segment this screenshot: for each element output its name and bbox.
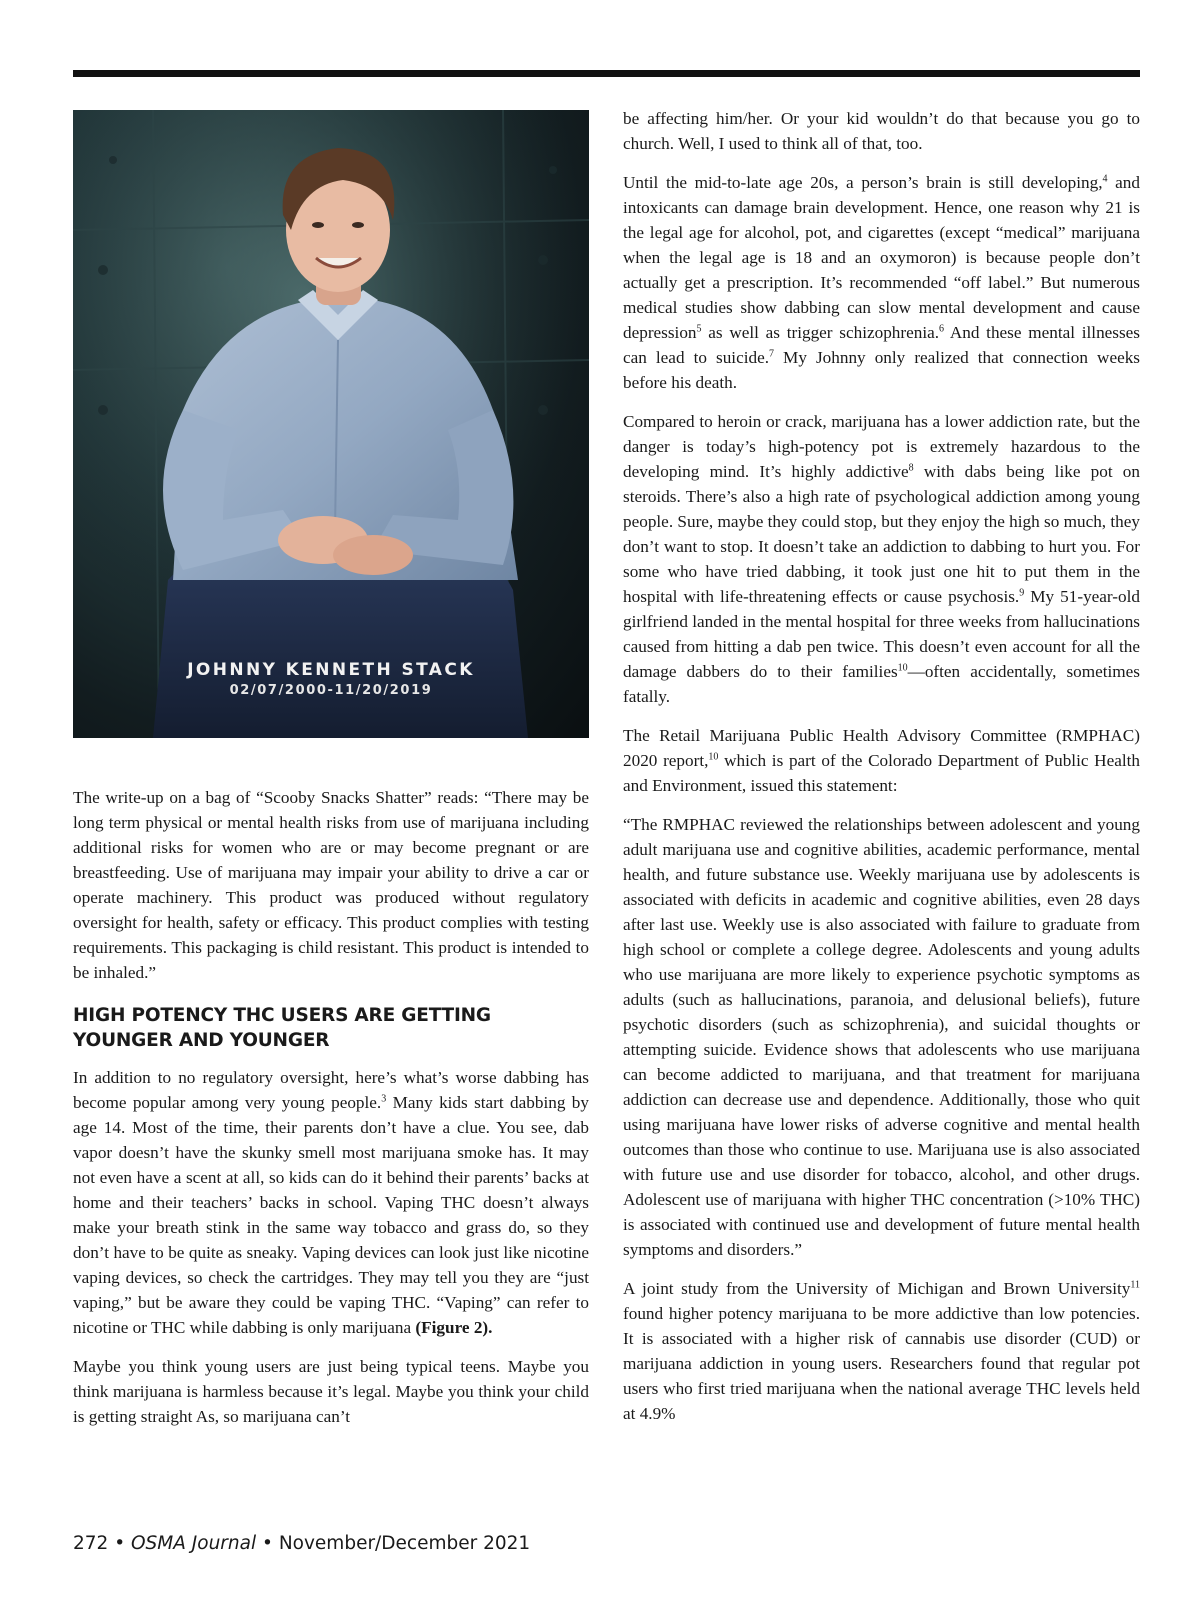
paragraph-product-warning: The write-up on a bag of “Scooby Snacks Shatter” reads: “There may be long term physical or mental health risks from use of marijuana including additional risks for women who are or may become pregnant or are breastfeeding. Use of marijuana may impair your ability to drive a car or operate machinery. This product was produced without regulatory oversight for health, safety or efficacy. This product complies with testing requirements. This packaging is child resistant. This product is intended to be inhaled.” [73, 788, 589, 982]
footnote-ref: 11 [1130, 1279, 1140, 1291]
section-heading: HIGH POTENCY THC USERS ARE GETTING YOUNGER AND YOUNGER [73, 1005, 491, 1051]
text-span: My Johnny only realized that connection weeks before his death. [623, 348, 1140, 392]
paragraph-young-users [73, 1065, 589, 1340]
text-span: as well as trigger schizophrenia. [701, 323, 940, 342]
paragraph-rmphac-intro [623, 723, 1140, 798]
text-span: And these mental illnesses can lead to suicide. [623, 323, 1140, 367]
paragraph-joint-study [623, 1276, 1140, 1426]
issue-date: November/December 2021 [278, 1533, 531, 1554]
text-span: The Retail Marijuana Public Health Advisory Committee (RMPHAC) 2020 report, [623, 726, 1140, 770]
photo-caption-dates: 02/07/2000-11/20/2019 [229, 683, 433, 698]
text-span: Until the mid-to-late age 20s, a person’s brain is still developing, [623, 173, 1103, 192]
paragraph-continuation: be affecting him/her. Or your kid wouldn’t do that because you go to church. Well, I used to think all of that, too. [623, 109, 1140, 153]
page-number: 272 [73, 1533, 109, 1554]
text-span: —often accidentally, sometimes fatally. [623, 662, 1140, 706]
left-column [73, 785, 589, 1443]
footnote-ref: 10 [897, 662, 908, 674]
paragraph-rmphac-quote: “The RMPHAC reviewed the relationships between adolescent and young adult marijuana use and cognitive abilities, academic performance, mental health, and future substance use. Weekly marijuana use by adolescents is associated with deficits in academic and cognitive abilities, even 28 days after last use. Weekly use is also associated with failure to graduate from high school or complete a college degree. Adolescents and young adults who use marijuana are more likely to experience psychotic symptoms as adults (such as hallucinations, paranoia, and delusional beliefs), future psychotic disorders (such as schizophrenia), and suicidal thoughts or attempting suicide. Evidence shows that adolescents who use marijuana can become addicted to marijuana, and that treatment for marijuana addiction can decrease use and dependence. Additionally, those who quit using marijuana have lower risks of adverse cognitive and mental health outcomes than those who continue to use. Marijuana use is also associated with future use and use disorder for tobacco, alcohol, and other drugs. Adolescent use of marijuana with higher THC concentration (>10% THC) is associated with continued use and development of future mental health symptoms and disorders.” [623, 815, 1140, 1259]
footnote-ref: 7 [769, 348, 774, 360]
text-span: with dabs being like pot on steroids. There’s also a high rate of psychological addiction among young people. Sure, maybe they could stop, but they enjoy the high so much, they don’t want to stop. It doesn’t take an addiction to dabbing to hurt you. For some who have tried dabbing, it took just one hit to put them in the hospital with life-threatening effects or cause psychosis. [623, 462, 1140, 606]
footnote-ref: 3 [381, 1093, 387, 1105]
text-span: My 51-year-old girlfriend landed in the mental hospital for three weeks from hallucinations caused from hitting a dab pen twice. This doesn’t even account for all the damage dabbers do to their families [623, 587, 1140, 681]
text-span: Many kids start dabbing by age 14. Most of the time, their parents don’t have a clue. You see, dab vapor doesn’t have the skunky smell most marijuana smoke has. It may not even have a scent at all, so kids can do it behind their parents’ backs at home and their teachers’ backs in school. Vaping THC doesn’t always make your breath stink in the same way tobacco and grass do, so they don’t have to be quite as sneaky. Vaping devices can look just like nicotine vaping devices, so check the cartridges. They may tell you they are “just vaping,” but be aware they could be vaping THC. “Vaping” can refer to nicotine or THC while dabbing is only marijuana [73, 1093, 589, 1337]
text-span: In addition to no regulatory oversight, here’s what’s worse dabbing has become popular among very young people. [73, 1068, 589, 1112]
portrait-illustration [73, 110, 589, 738]
top-rule [73, 70, 1140, 77]
text-span: and intoxicants can damage brain development. Hence, one reason why 21 is the legal age for alcohol, pot, and cigarettes (except “medical” marijuana when the legal age is 18 and an oxymoron) is because people don’t actually get a prescription. It’s recommended “off label.” But numerous medical studies show dabbing can slow mental development and cause depression [623, 173, 1140, 342]
journal-name: OSMA Journal [131, 1533, 257, 1554]
text-span: A joint study from the University of Michigan and Brown University [623, 1279, 1131, 1298]
figure-reference: (Figure 2). [415, 1318, 493, 1337]
text-span: found higher potency marijuana to be more addictive than low potencies. It is associated with a higher risk of cannabis use disorder (CUD) or marijuana addiction in young users. Researchers found that regular pot users who first tried marijuana when the national average THC levels held at 4.9% [623, 1304, 1140, 1423]
footer-separator: • [256, 1533, 279, 1554]
paragraph-brain-development [623, 170, 1140, 395]
text-span: which is part of the Colorado Department of Public Health and Environment, issued this statement: [623, 751, 1140, 795]
page-footer [73, 1533, 589, 1554]
footnote-ref: 9 [1019, 587, 1025, 599]
text-span: Compared to heroin or crack, marijuana has a lower addiction rate, but the danger is today’s high-potency pot is extremely hazardous to the developing mind. It’s highly addictive [623, 412, 1140, 481]
footnote-ref: 4 [1102, 173, 1108, 185]
memorial-photo [73, 110, 589, 738]
footnote-ref: 8 [908, 462, 914, 474]
photo-caption-name: JOHNNY KENNETH STACK [187, 660, 475, 680]
paragraph-addiction [623, 409, 1140, 709]
footnote-ref: 10 [708, 751, 719, 763]
right-column [623, 106, 1140, 1440]
footnote-ref: 6 [939, 323, 945, 335]
paragraph-typical-teens: Maybe you think young users are just being typical teens. Maybe you think marijuana is harmless because it’s legal. Maybe you think your child is getting straight As, so marijuana can’t [73, 1357, 589, 1426]
footer-separator: • [108, 1533, 131, 1554]
footnote-ref: 5 [696, 323, 702, 335]
